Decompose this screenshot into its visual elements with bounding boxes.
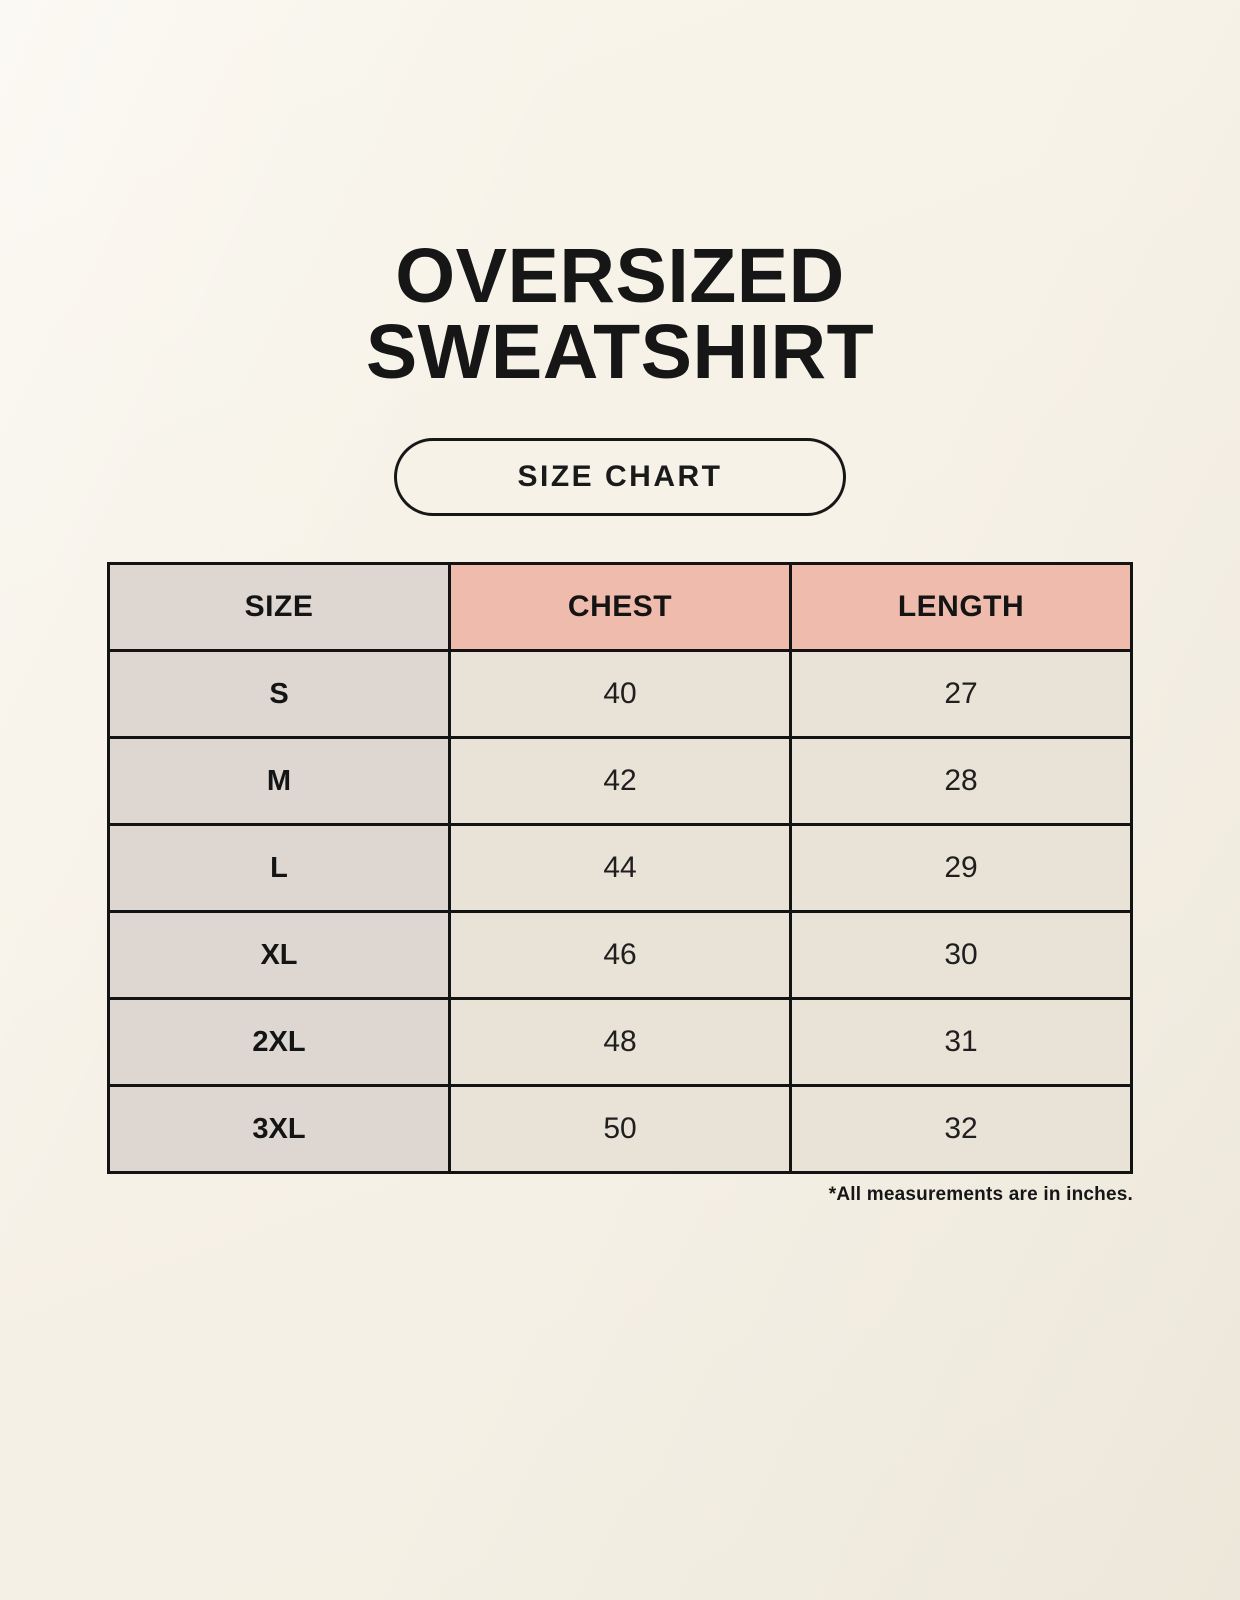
table-row xyxy=(109,825,1132,912)
size-label: M xyxy=(109,738,450,825)
size-label: 2XL xyxy=(109,999,450,1086)
chest-value: 48 xyxy=(450,999,791,1086)
page-title xyxy=(365,233,875,396)
size-chart-table-container xyxy=(107,562,1133,1206)
length-value: 29 xyxy=(791,825,1132,912)
table-row xyxy=(109,738,1132,825)
table-row xyxy=(109,651,1132,738)
column-header-chest: CHEST xyxy=(450,564,791,651)
chest-value: 40 xyxy=(450,651,791,738)
title-line-1: OVERSIZED xyxy=(395,233,845,319)
size-label: 3XL xyxy=(109,1086,450,1173)
size-label: L xyxy=(109,825,450,912)
table-row xyxy=(109,1086,1132,1173)
measurements-footnote: *All measurements are in inches. xyxy=(828,1184,1133,1206)
table-row xyxy=(109,999,1132,1086)
size-label: S xyxy=(109,651,450,738)
length-value: 32 xyxy=(791,1086,1132,1173)
length-value: 30 xyxy=(791,912,1132,999)
chest-value: 44 xyxy=(450,825,791,912)
length-value: 27 xyxy=(791,651,1132,738)
size-chart-table xyxy=(107,562,1133,1174)
length-value: 31 xyxy=(791,999,1132,1086)
table-row xyxy=(109,912,1132,999)
length-value: 28 xyxy=(791,738,1132,825)
column-header-length: LENGTH xyxy=(791,564,1132,651)
column-header-size: SIZE xyxy=(109,564,450,651)
chest-value: 50 xyxy=(450,1086,791,1173)
chest-value: 46 xyxy=(450,912,791,999)
chest-value: 42 xyxy=(450,738,791,825)
size-chart-button-label: SIZE CHART xyxy=(517,460,723,494)
size-label: XL xyxy=(109,912,450,999)
size-chart-button[interactable] xyxy=(394,438,846,516)
title-line-2: SWEATSHIRT xyxy=(365,309,875,396)
table-header-row xyxy=(109,564,1132,651)
